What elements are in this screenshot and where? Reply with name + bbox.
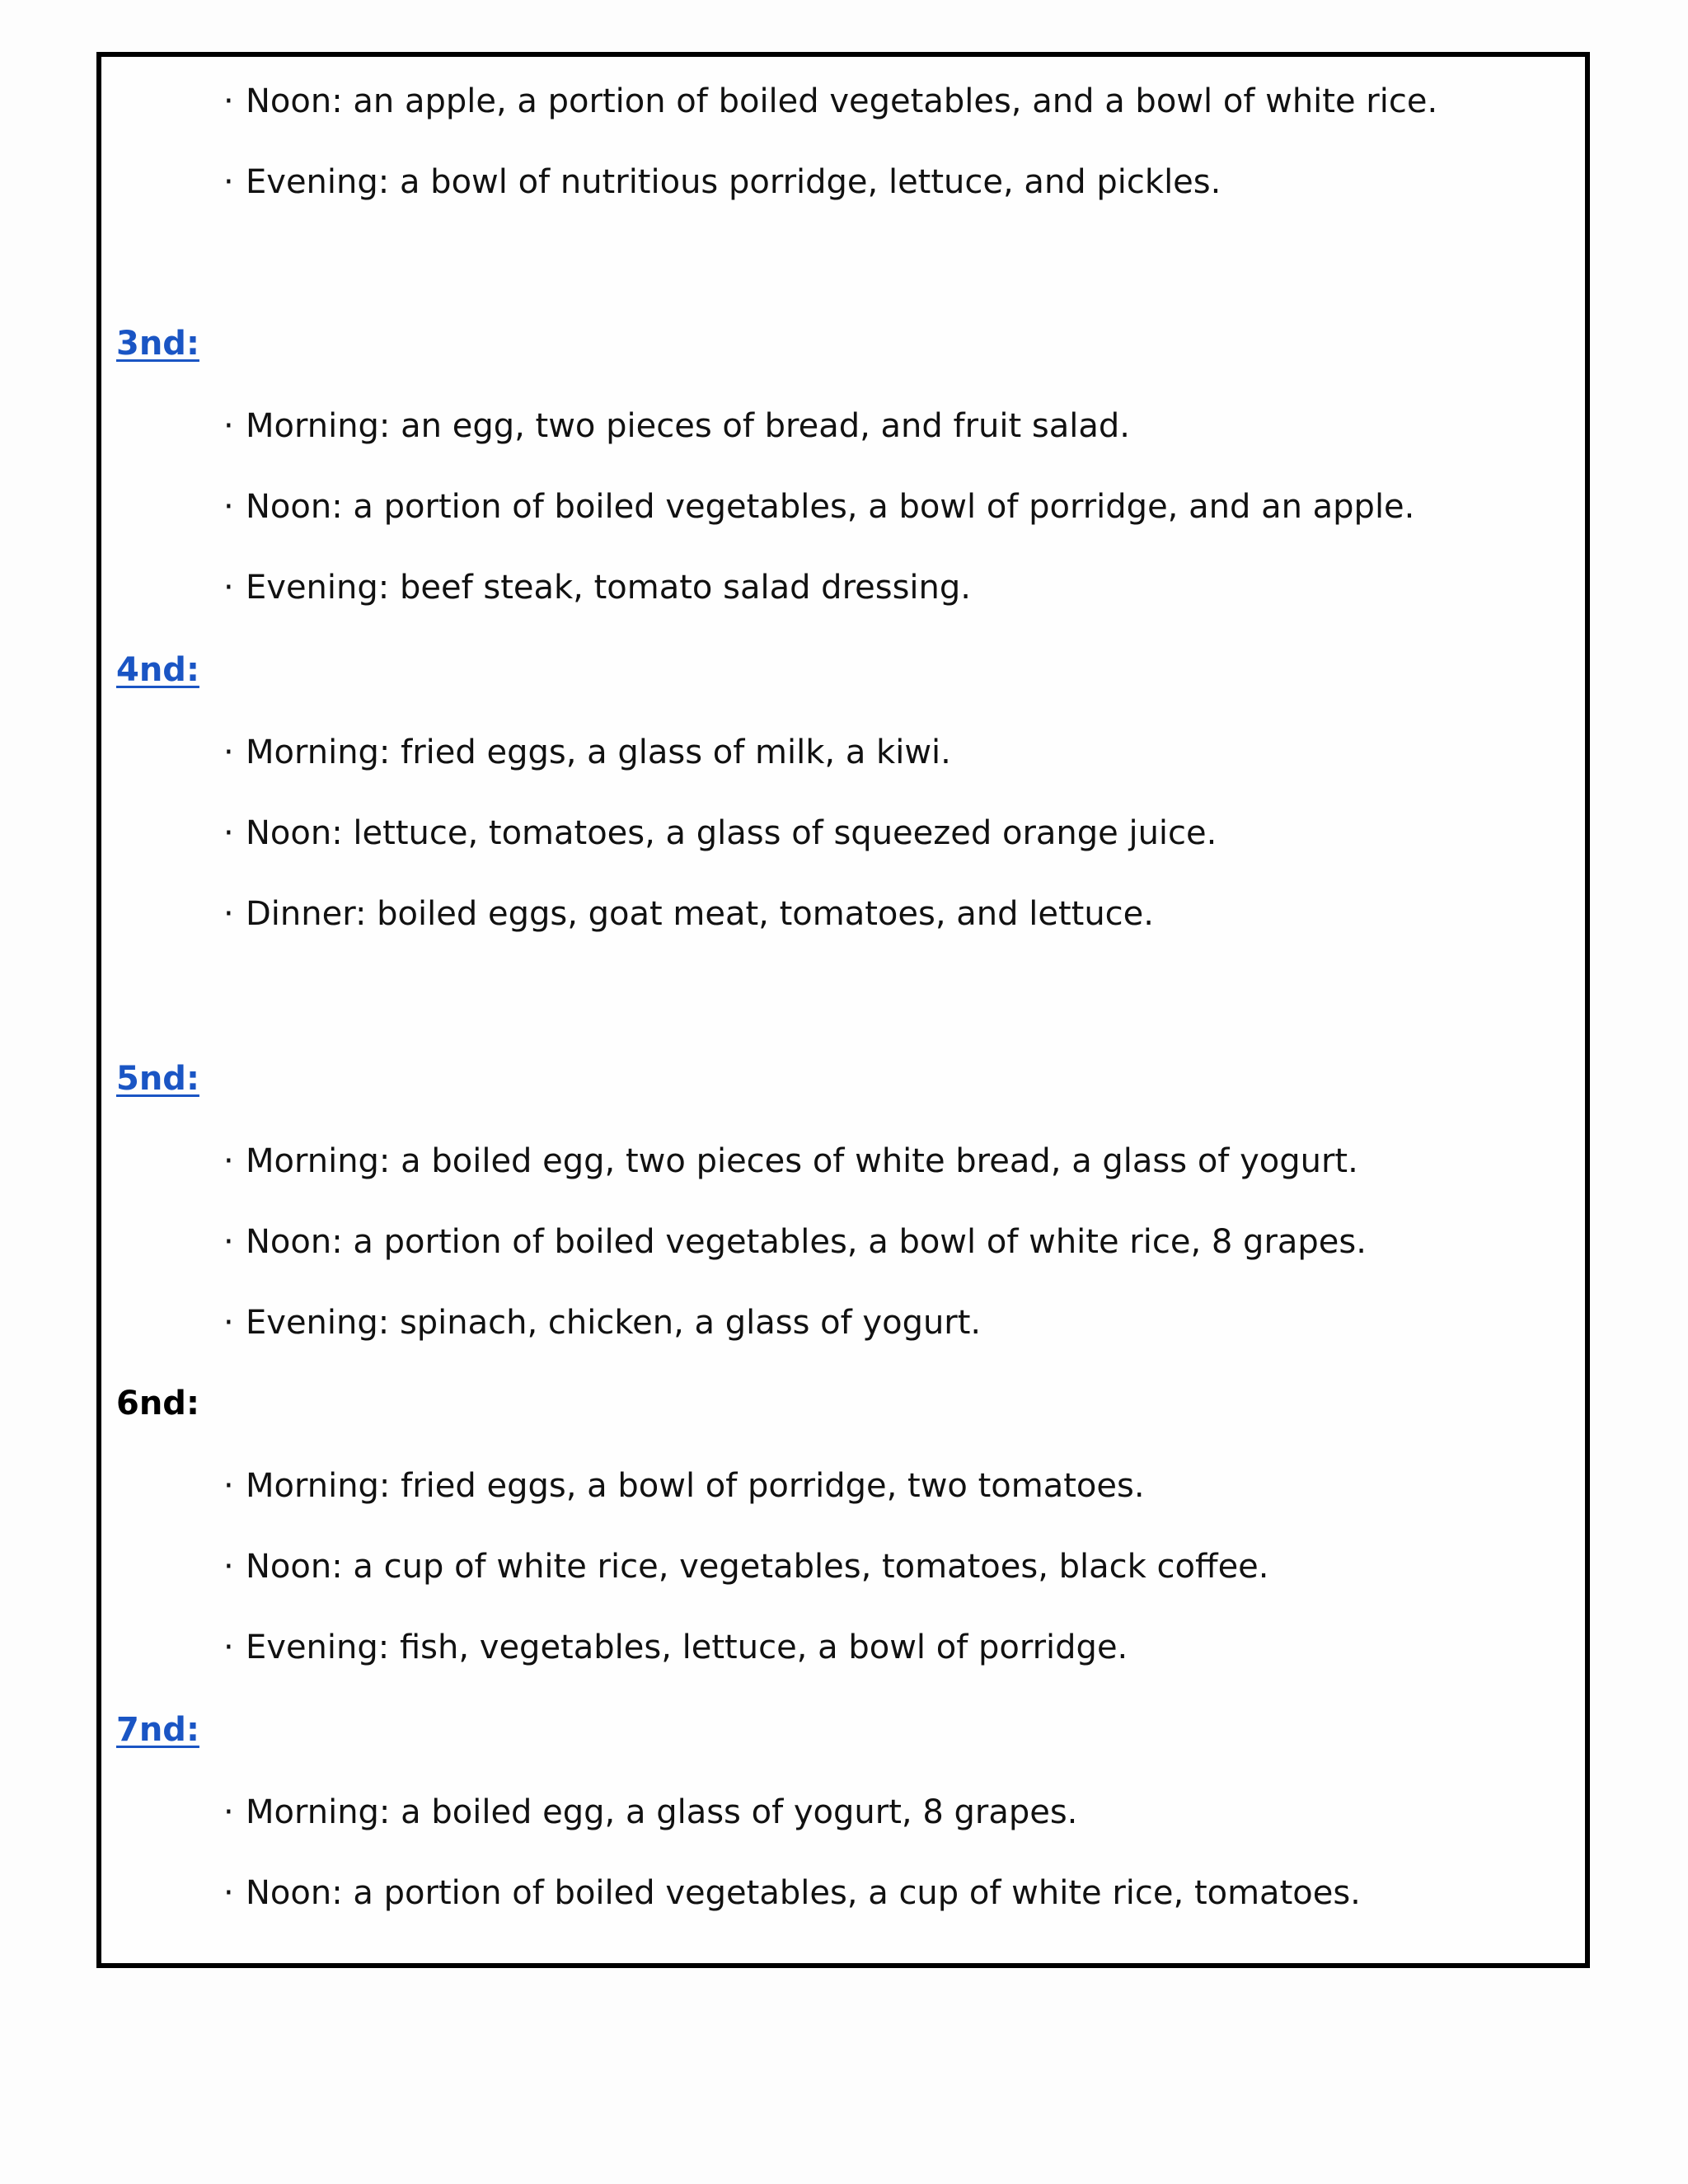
bullet-glyph: · [223, 733, 234, 771]
day-heading-7nd-link[interactable]: 7nd: [116, 1711, 199, 1749]
day-heading-5nd-link[interactable]: 5nd: [116, 1060, 199, 1098]
meal-text: Noon: a portion of boiled vegetables, a bowl of white rice, 8 grapes. [246, 1223, 1367, 1261]
meal-item [223, 814, 1217, 852]
meal-item [223, 488, 1415, 526]
meal-text: Evening: fish, vegetables, lettuce, a bowl of porridge. [246, 1629, 1128, 1666]
meal-text: Morning: an egg, two pieces of bread, and fruit salad. [246, 407, 1130, 445]
meal-text: Morning: a boiled egg, two pieces of white bread, a glass of yogurt. [246, 1142, 1358, 1180]
meal-item [223, 895, 1154, 933]
bullet-glyph: · [223, 1142, 234, 1180]
meal-text: Noon: lettuce, tomatoes, a glass of squeezed orange juice. [246, 814, 1217, 852]
meal-item [223, 1142, 1358, 1180]
bullet-glyph: · [223, 895, 234, 933]
meal-item [223, 82, 1438, 120]
meal-item [223, 1629, 1128, 1666]
meal-item [223, 1467, 1145, 1505]
bullet-glyph: · [223, 569, 234, 607]
meal-text: Noon: a portion of boiled vegetables, a cup of white rice, tomatoes. [246, 1874, 1361, 1912]
meal-text: Noon: a cup of white rice, vegetables, tomatoes, black coffee. [246, 1548, 1269, 1586]
bullet-glyph: · [223, 407, 234, 445]
meal-text: Evening: a bowl of nutritious porridge, lettuce, and pickles. [246, 163, 1221, 201]
bullet-glyph: · [223, 1793, 234, 1831]
meal-item [223, 1874, 1361, 1912]
meal-plan-frame [96, 52, 1590, 1968]
bullet-glyph: · [223, 1629, 234, 1666]
meal-item [223, 1223, 1367, 1261]
meal-item [223, 1304, 982, 1342]
bullet-glyph: · [223, 1304, 234, 1342]
meal-text: Evening: spinach, chicken, a glass of yogurt. [246, 1304, 982, 1342]
meal-item [223, 569, 971, 607]
meal-text: Morning: fried eggs, a glass of milk, a kiwi. [246, 733, 951, 771]
meal-plan-content [101, 57, 1585, 1963]
meal-item [223, 407, 1130, 445]
bullet-glyph: · [223, 1548, 234, 1586]
meal-item [223, 1793, 1078, 1831]
bullet-glyph: · [223, 814, 234, 852]
day-heading-6nd: 6nd: [116, 1385, 199, 1422]
meal-text: Noon: an apple, a portion of boiled vegetables, and a bowl of white rice. [246, 82, 1438, 120]
meal-text: Dinner: boiled eggs, goat meat, tomatoes, and lettuce. [246, 895, 1154, 933]
meal-text: Morning: fried eggs, a bowl of porridge, two tomatoes. [246, 1467, 1145, 1505]
day-heading-4nd-link[interactable]: 4nd: [116, 651, 199, 689]
meal-text: Noon: a portion of boiled vegetables, a bowl of porridge, and an apple. [246, 488, 1415, 526]
bullet-glyph: · [223, 1467, 234, 1505]
bullet-glyph: · [223, 1223, 234, 1261]
bullet-glyph: · [223, 82, 234, 120]
meal-item [223, 733, 951, 771]
bullet-glyph: · [223, 1874, 234, 1912]
meal-text: Evening: beef steak, tomato salad dressing. [246, 569, 971, 607]
day-heading-3nd-link[interactable]: 3nd: [116, 325, 199, 363]
bullet-glyph: · [223, 488, 234, 526]
bullet-glyph: · [223, 163, 234, 201]
meal-item [223, 1548, 1269, 1586]
meal-text: Morning: a boiled egg, a glass of yogurt, 8 grapes. [246, 1793, 1078, 1831]
meal-item [223, 163, 1221, 201]
